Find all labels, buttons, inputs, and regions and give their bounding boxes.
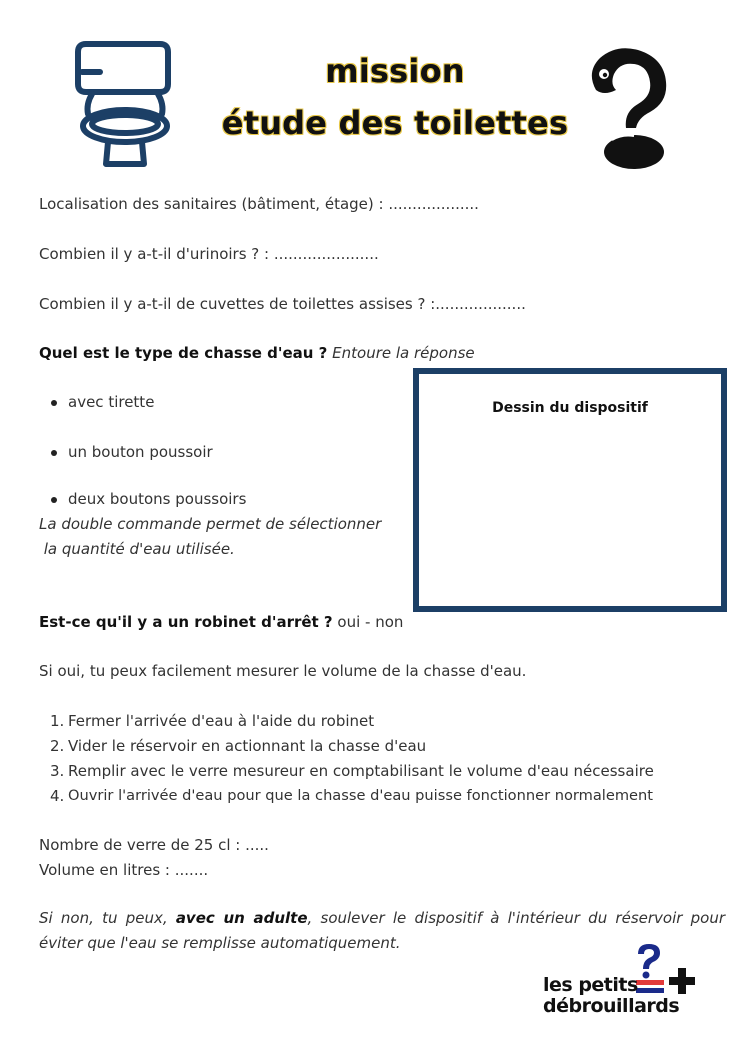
drawing-box[interactable] <box>413 368 727 612</box>
adult-note-prefix: Si non, tu peux, <box>39 909 176 927</box>
step-text: Vider le réservoir en actionnant la chasse d'eau <box>68 737 427 755</box>
flush-question-label: Quel est le type de chasse d'eau ? <box>39 344 328 362</box>
step-number: 3. <box>50 762 65 780</box>
flush-option: deux boutons poussoirs <box>68 490 247 508</box>
bullet-icon <box>51 497 57 503</box>
logo-text-line1: les petits <box>543 974 638 996</box>
volume-litres: Volume en litres : ....... <box>39 861 209 879</box>
flush-type-question <box>39 344 475 362</box>
logo-text-line2: débrouillards <box>543 995 680 1017</box>
valve-answer: oui - non <box>337 613 404 631</box>
step-text: Fermer l'arrivée d'eau à l'aide du robinet <box>68 712 375 730</box>
question-mark-icon <box>582 42 677 172</box>
step-number: 2. <box>50 737 65 755</box>
step-number: 1. <box>50 712 65 730</box>
flush-option: un bouton poussoir <box>68 443 213 461</box>
logo-mark-icon <box>632 942 702 994</box>
flush-note-line2: la quantité d'eau utilisée. <box>39 540 235 558</box>
adult-note-suffix: , soulever le dispositif à l'intérieur du réservoir pour éviter que l'eau se remplisse automatiquement. <box>39 909 726 952</box>
urinals-question: Combien il y a-t-il d'urinoirs ? : ...................... <box>39 245 379 263</box>
step-text: Ouvrir l'arrivée d'eau pour que la chasse d'eau puisse fonctionner normalement <box>68 787 653 804</box>
valve-question <box>39 613 403 631</box>
page-title-line1: mission <box>325 52 465 90</box>
adult-note-emphasis: avec un adulte <box>175 909 308 927</box>
step-number: 4. <box>50 787 65 805</box>
bullet-icon <box>51 400 57 406</box>
flush-note-line1: La double commande permet de sélectionner <box>39 515 382 533</box>
seated-toilets-question: Combien il y a-t-il de cuvettes de toilettes assises ? :................... <box>39 295 526 313</box>
glasses-count: Nombre de verre de 25 cl : ..... <box>39 836 269 854</box>
flush-option: avec tirette <box>68 393 155 411</box>
bullet-icon <box>51 450 57 456</box>
location-question: Localisation des sanitaires (bâtiment, étage) : ................... <box>39 195 479 213</box>
step-text: Remplir avec le verre mesureur en comptabilisant le volume d'eau nécessaire <box>68 762 654 780</box>
valve-intro: Si oui, tu peux facilement mesurer le volume de la chasse d'eau. <box>39 662 527 680</box>
adult-note <box>39 906 725 956</box>
valve-question-label: Est-ce qu'il y a un robinet d'arrêt ? <box>39 613 333 631</box>
page-title-line2: étude des toilettes <box>221 104 569 142</box>
drawing-box-title: Dessin du dispositif <box>492 400 648 416</box>
toilet-icon <box>70 38 175 173</box>
flush-instruction: Entoure la réponse <box>332 344 475 362</box>
